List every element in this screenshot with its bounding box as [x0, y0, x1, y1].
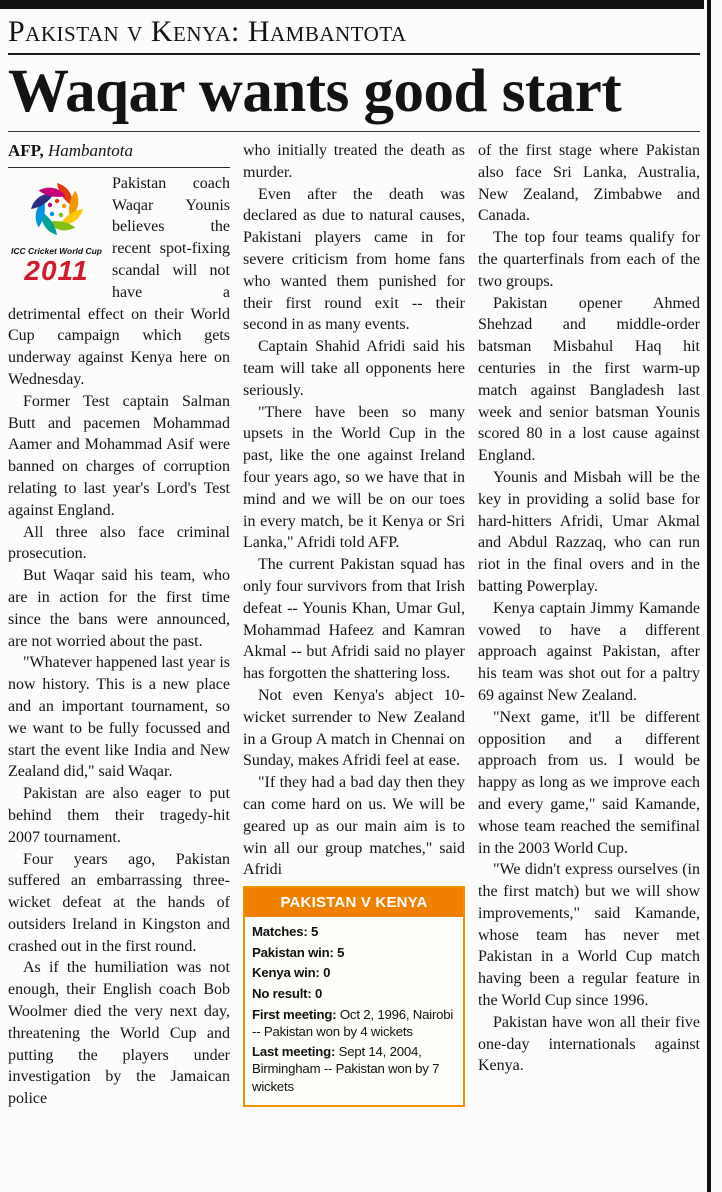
paragraph: "If they had a bad day then they can come hard on us. We will be geared up as our main aim is to win all our group matches," said Afridi	[243, 774, 465, 879]
paragraph: "We didn't express ourselves (in the first match) but we will show improvements," said Kamande, whose team has never met Pakistan in a World Cup match having been a regular feature in the World Cup since 1996.	[478, 861, 700, 1010]
paragraph: Not even Kenya's abject 10-wicket surrender to New Zealand in a Group A match in Chennai on Sunday, makes Afridi feel at ease.	[243, 686, 465, 770]
paragraph: Pakistan coach Waqar Younis believes the recent spot-fixing scandal will not have a detrimental effect on their World Cup campaign which gets underway against Kenya here on Wednesday.	[8, 174, 230, 388]
paragraph: who initially treated the death as murder.	[243, 142, 465, 181]
paragraph: But Waqar said his team, who are in action for the first time since the bans were announced, are not worried about the past.	[8, 567, 230, 650]
column-2	[243, 140, 465, 1110]
stat-row-kenya-win	[252, 964, 456, 981]
head-to-head-box	[243, 886, 465, 1107]
paragraph: "Next game, it'll be different opposition and a different approach from us. I would be happy as long as we improve each and every game," said Kamande, whose team reached the semifinal in the 2003 World Cup.	[478, 708, 700, 857]
paragraph: Former Test captain Salman Butt and pacemen Mohammad Aamer and Mohammad Asif were banned on charges of corruption relating to last year's Lord's Test against England.	[8, 392, 230, 519]
stat-row-last-meeting	[252, 1043, 456, 1094]
head-to-head-body	[245, 917, 463, 1105]
paragraph: Captain Shahid Afridi said his team will take all opponents here seriously.	[243, 338, 465, 399]
stat-label: Pakistan win:	[252, 944, 334, 960]
paragraph: Even after the death was declared as due to natural causes, Pakistani players came in for severe criticism from home fans who wanted them punished for their first round exit -- their second in as many events.	[243, 185, 465, 334]
byline-location: Hambantota	[48, 141, 133, 160]
stat-label: Kenya win:	[252, 965, 320, 981]
column-1	[8, 140, 230, 1110]
stat-label: First meeting:	[252, 1006, 337, 1022]
paragraph: Four years ago, Pakistan suffered an embarrassing three-wicket defeat at the hands of outsiders Ireland in Kingston and crashed out in the first round.	[8, 850, 230, 955]
paragraph: of the first stage where Pakistan also face Sri Lanka, Australia, New Zealand, Zimbabwe and Canada.	[478, 142, 700, 225]
stat-row-pakistan-win	[252, 944, 456, 961]
headline: Waqar wants good start	[8, 55, 700, 132]
paragraph: As if the humiliation was not enough, their English coach Bob Woolmer died the very next day, threatening the World Cup and putting the players under investigation by the Jamaican police	[8, 959, 230, 1108]
paragraph: "There have been so many upsets in the World Cup in the past, like the one against Ireland four years ago, so we have that in mind and we will be on our toes in every match, be it Kenya or Sri Lanka," Afridi told AFP.	[243, 403, 465, 552]
newspaper-article	[8, 13, 700, 1189]
byline-agency: AFP,	[8, 141, 44, 160]
stat-value: 0	[323, 965, 331, 981]
paragraph: Younis and Misbah will be the key in providing a solid base for hard-hitters Afridi, Umar Akmal and Abdul Razzaq, who can run riot in the final overs and in the batting Powerplay.	[478, 468, 700, 595]
stat-row-first-meeting	[252, 1006, 456, 1040]
stat-label: Matches:	[252, 923, 308, 939]
kicker: Pakistan v Kenya: Hambantota	[8, 13, 700, 55]
stat-label: Last meeting:	[252, 1044, 336, 1060]
article-columns	[8, 140, 700, 1110]
icc-world-cup-logo	[8, 178, 105, 286]
stat-value: Sept 14, 2004, Birmingham -- Pakistan won by 7 wickets	[252, 1044, 440, 1094]
stat-value: 5	[337, 944, 345, 960]
stat-row-matches	[252, 923, 456, 940]
stat-value: Oct 2, 1996, Nairobi -- Pakistan won by 4 wickets	[252, 1006, 454, 1039]
paragraph: Pakistan opener Ahmed Shehzad and middle-order batsman Misbahul Haq hit centuries in the first warm-up match against Bangladesh last week and senior batsman Younis scored 80 in a lost cause against England.	[478, 294, 700, 465]
column-3	[478, 140, 700, 1110]
top-rule	[0, 0, 704, 9]
byline	[8, 140, 230, 168]
head-to-head-title: PAKISTAN V KENYA	[245, 888, 463, 917]
paragraph: The top four teams qualify for the quarterfinals from each of the two groups.	[478, 229, 700, 290]
paragraph: The current Pakistan squad has only four survivors from that Irish defeat -- Younis Khan, Umar Gul, Mohammad Hafeez and Kamran Akmal -- but Afridi said no player has forgotten the shattering loss.	[243, 556, 465, 683]
icc-logo-title: ICC Cricket World Cup	[11, 245, 102, 256]
icc-logo-swirl-icon	[17, 178, 97, 240]
paragraph: All three also face criminal prosecution.	[8, 523, 230, 563]
stat-label: No result:	[252, 985, 312, 1001]
paragraph: "Whatever happened last year is now history. This is a new place and an important tournament, so we want to be fully focussed and start the event like India and New Zealand did," said Waqar.	[8, 654, 230, 781]
stat-value: 0	[315, 985, 323, 1001]
paragraph: Kenya captain Jimmy Kamande vowed to have a different approach against Pakistan, after his team was shot out for a paltry 69 against New Zealand.	[478, 599, 700, 704]
right-edge-rule	[707, 0, 711, 1192]
paragraph: Pakistan have won all their five one-day internationals against Kenya.	[478, 1013, 700, 1075]
stat-row-no-result	[252, 985, 456, 1002]
icc-logo-year: 2011	[24, 254, 89, 286]
paragraph: Pakistan are also eager to put behind them their tragedy-hit 2007 tournament.	[8, 785, 230, 846]
stat-value: 5	[311, 923, 319, 939]
